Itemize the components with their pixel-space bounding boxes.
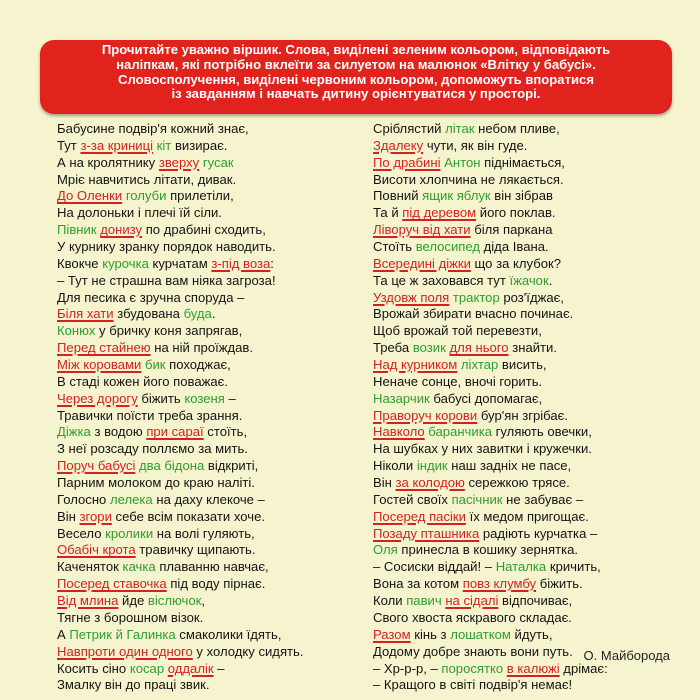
spatial-phrase: Разом: [373, 626, 411, 642]
spatial-phrase: при сараї: [146, 424, 204, 440]
sticker-word: Назарчик: [373, 390, 430, 406]
poem-line: [373, 239, 608, 256]
poem-text: Щоб врожай той перевезти,: [373, 323, 542, 339]
poem-text: –: [224, 390, 236, 406]
poem-line: [57, 138, 304, 155]
spatial-phrase: По драбині: [373, 154, 441, 170]
sticker-word: баранчика: [428, 424, 492, 440]
spatial-phrase: До Оленки: [57, 188, 123, 204]
poem-line: [57, 374, 304, 391]
spatial-phrase: згори: [79, 508, 112, 524]
poem-text: біля паркана: [470, 222, 553, 238]
spatial-phrase: на сідалі: [445, 593, 499, 609]
sticker-word: Діжка: [57, 424, 91, 440]
sticker-word: поросятко: [441, 660, 504, 676]
spatial-phrase: в калюжі: [506, 660, 560, 676]
poem-text: Він: [373, 475, 396, 491]
spatial-phrase: Навколо: [373, 424, 425, 440]
poem-line: [373, 644, 608, 661]
poem-line: [373, 391, 608, 408]
poem-line: [57, 661, 304, 678]
poem-line: [373, 526, 608, 543]
poem-line: [57, 323, 304, 340]
poem-text: курчатам: [148, 255, 212, 271]
spatial-phrase: з-за криниці: [80, 137, 154, 153]
poem-text: – Сосиски віддай! –: [373, 559, 496, 575]
poem-column-left: [57, 121, 304, 694]
sticker-word: Петрик й Галинка: [69, 626, 176, 642]
poem-text: у бричку коня запрягав,: [95, 323, 243, 339]
poem-text: він зібрав: [490, 188, 553, 204]
poem-line: [373, 155, 608, 172]
poem-line: [57, 273, 304, 290]
spatial-phrase: Поруч бабусі: [57, 458, 136, 474]
sticker-word: літак: [445, 121, 475, 136]
poem-text: кричить,: [546, 559, 601, 575]
poem-line: [57, 593, 304, 610]
spatial-phrase: Від млина: [57, 593, 119, 609]
poem-text: кінь з: [410, 626, 451, 642]
poem-text: відкриті,: [204, 458, 259, 474]
poem-text: З неї розсаду поллємо за мить.: [57, 441, 248, 457]
spatial-phrase: Біля хати: [57, 306, 114, 322]
sticker-word: трактор: [452, 289, 500, 305]
poem-text: Коли: [373, 593, 407, 609]
poem-line: [373, 424, 608, 441]
poem-text: висить,: [498, 357, 547, 373]
poem-text: відпочиває,: [498, 593, 573, 609]
poem-text: з водою: [90, 424, 147, 440]
poem-text: Каченяток: [57, 559, 123, 575]
poem-line: [57, 155, 304, 172]
poem-text: бур'ян згрібає.: [477, 407, 568, 423]
poem-text: збудована: [113, 306, 184, 322]
poem-line: [373, 121, 608, 138]
poem-line: [57, 205, 304, 222]
poem-line: [57, 627, 304, 644]
poem-line: [57, 610, 304, 627]
poem-text: Свого хвоста яскравого складає.: [373, 609, 572, 625]
poem-text: А на кролятнику: [57, 154, 159, 170]
poem-text: ,: [201, 593, 205, 609]
spatial-phrase: Обабіч крота: [57, 542, 136, 558]
instruction-line: Словосполучення, виділені червоним кольором, допоможуть впоратися: [118, 71, 594, 87]
sticker-word: качка: [122, 559, 156, 575]
poem-line: [57, 644, 304, 661]
sticker-word: індик: [416, 458, 448, 474]
sticker-word: голуби: [125, 188, 167, 204]
poem-line: [373, 677, 608, 694]
spatial-phrase: Уздовж поля: [373, 289, 450, 305]
poem-line: [373, 205, 608, 222]
sticker-word: павич: [406, 593, 442, 609]
poem-text: Гостей своїх: [373, 491, 452, 507]
instruction-line: із завданням і навчать дитину орієнтуватися у просторі.: [171, 86, 541, 102]
spatial-phrase: під деревом: [402, 205, 477, 221]
spatial-phrase: для нього: [449, 340, 509, 356]
poem-line: [373, 542, 608, 559]
sticker-word: віслючок: [147, 593, 202, 609]
poem-line: [373, 475, 608, 492]
spatial-phrase: Позаду пташника: [373, 525, 480, 541]
poem-text: Тут: [57, 137, 81, 153]
poem-line: [57, 408, 304, 425]
poem-text: плаванню навчає,: [155, 559, 269, 575]
poem-line: [373, 492, 608, 509]
poem-text: Вона за котом: [373, 576, 463, 592]
poem-line: [57, 290, 304, 307]
poem-line: [57, 188, 304, 205]
sticker-word: возик: [412, 340, 446, 356]
poem-line: [57, 458, 304, 475]
poem-line: [373, 172, 608, 189]
poem-text: біжить: [137, 390, 185, 406]
sticker-word: курочка: [102, 255, 149, 271]
poem-text: Треба: [373, 340, 413, 356]
poem-line: [57, 239, 304, 256]
poem-line: [57, 542, 304, 559]
poem-line: [373, 627, 608, 644]
poem-line: [57, 256, 304, 273]
poem-line: [373, 441, 608, 458]
spatial-phrase: Між коровами: [57, 357, 142, 373]
poem-text: принесла в кошику зернятка.: [397, 542, 579, 558]
poem-text: смаколики їдять,: [175, 626, 282, 642]
sticker-word: Антон: [444, 154, 481, 170]
poem-line: [57, 475, 304, 492]
poem-text: На шубках у них завитки і кружечки.: [373, 441, 592, 457]
poem-line: [57, 492, 304, 509]
poem-line: [373, 593, 608, 610]
poem-line: [373, 273, 608, 290]
poem-text: Він: [57, 508, 80, 524]
poem-text: йдуть,: [510, 626, 553, 642]
sticker-word: велосипед: [415, 239, 480, 255]
poem-line: [57, 559, 304, 576]
spatial-phrase: Над курником: [373, 357, 458, 373]
poem-line: [373, 559, 608, 576]
poem-text: Змалку він до праці звик.: [57, 677, 210, 693]
sticker-word: Півник: [57, 222, 97, 238]
spatial-phrase: зверху: [158, 154, 200, 170]
instruction-line: наліпкам, які потрібно вклеїти за силуетом на малюнок «Влітку у бабусі».: [116, 56, 596, 72]
instruction-line: Прочитайте уважно віршик. Слова, виділені зеленим кольором, відповідають: [101, 42, 611, 57]
spatial-phrase: Всередині діжки: [373, 255, 471, 271]
author-signature: О. Майборода: [583, 648, 670, 663]
poem-text: себе всім показати хоче.: [111, 508, 265, 524]
spatial-phrase: оддалік: [167, 660, 214, 676]
poem-text: Бабусине подвір'я кожний знає,: [57, 121, 249, 136]
poem-line: [57, 391, 304, 408]
poem-text: йде: [118, 593, 148, 609]
poem-text: на ній проїждав.: [150, 340, 254, 356]
poem-text: – Кращого в світі подвір'я немає!: [373, 677, 573, 693]
spatial-phrase: Через дорогу: [57, 390, 138, 406]
spatial-phrase: Праворуч корови: [373, 407, 478, 423]
poem-text: прилетіли,: [166, 188, 234, 204]
poem-text: діда Івана.: [480, 239, 549, 255]
poem-line: [373, 610, 608, 627]
poem-line: [373, 509, 608, 526]
poem-line: [373, 188, 608, 205]
poem-text: гуляють овечки,: [492, 424, 592, 440]
sticker-word: козеня: [184, 390, 225, 406]
poem-text: не забуває –: [502, 491, 584, 507]
poem-text: :: [270, 255, 274, 271]
poem-text: Стоїть: [373, 239, 416, 255]
spatial-phrase: донизу: [100, 222, 143, 238]
poem-line: [57, 357, 304, 374]
poem-line: [57, 340, 304, 357]
poem-text: Для песика є зручна споруда –: [57, 289, 245, 305]
poem-text: що за клубок?: [470, 255, 562, 271]
poem-text: сережкою трясе.: [464, 475, 570, 491]
poem-text: радіють курчатка –: [479, 525, 598, 541]
instruction-banner: [40, 40, 672, 114]
poem-text: Додому добре знають вони путь.: [373, 643, 573, 659]
poem-text: у холодку сидять.: [192, 643, 304, 659]
poem-text: його поклав.: [476, 205, 556, 221]
poem-line: [57, 424, 304, 441]
sticker-word: косар: [129, 660, 165, 676]
poem-text: дрімає:: [559, 660, 608, 676]
poem-line: [373, 374, 608, 391]
poem-text: біжить.: [536, 576, 583, 592]
sticker-word: лелека: [109, 491, 153, 507]
poem-line: [57, 526, 304, 543]
poem-line: [373, 357, 608, 374]
poem-column-right: [373, 121, 608, 694]
poem-line: [57, 509, 304, 526]
poem-text: Висоти хлопчина не лякається.: [373, 171, 564, 187]
sticker-word: буда: [183, 306, 212, 322]
poem-text: – Тут не страшна вам ніяка загроза!: [57, 272, 276, 288]
spatial-phrase: Перед стайнею: [57, 340, 151, 356]
spatial-phrase: Посеред пасіки: [373, 508, 466, 524]
poem-text: Сріблястий: [373, 121, 446, 136]
sticker-word: два бідона: [139, 458, 205, 474]
sticker-word: їжачок: [509, 272, 549, 288]
poem-line: [373, 408, 608, 425]
poem-text: В стаді кожен його поважає.: [57, 373, 228, 389]
poem-text: –: [213, 660, 225, 676]
sticker-word: гусак: [202, 154, 234, 170]
spatial-phrase: повз клумбу: [462, 576, 537, 592]
poem-text: визирає.: [171, 137, 228, 153]
poem-line: [373, 138, 608, 155]
poem-line: [373, 661, 608, 678]
poem-text: У курнику зранку порядок наводить.: [57, 239, 276, 255]
poem-line: [373, 576, 608, 593]
poem-line: [373, 323, 608, 340]
poem-line: [57, 306, 304, 323]
poem-text: .: [211, 306, 216, 322]
poem-text: на даху клекоче –: [152, 491, 265, 507]
sticker-word: бик: [144, 357, 166, 373]
poem-text: Та це ж заховався тут: [373, 272, 510, 288]
poem-line: [57, 172, 304, 189]
poem-text: травичку щипають.: [135, 542, 256, 558]
poem-text: походжає,: [165, 357, 231, 373]
poem-line: [373, 340, 608, 357]
spatial-phrase: Навпроти один одного: [57, 643, 193, 659]
spatial-phrase: Посеред ставочка: [57, 576, 167, 592]
poem-text: Ніколи: [373, 458, 417, 474]
poem-text: Неначе сонце, вночі горить.: [373, 373, 543, 389]
poem-text: Тягне з борошном візок.: [57, 609, 204, 625]
sticker-word: кіт: [156, 137, 172, 153]
sticker-word: ящик яблук: [422, 188, 491, 204]
poem-text: – Хр-р-р, –: [373, 660, 442, 676]
spatial-phrase: Здалеку: [373, 137, 424, 153]
poem-text: піднімається,: [480, 154, 565, 170]
sticker-word: пасічник: [451, 491, 503, 507]
poem-text: під воду пірнає.: [166, 576, 266, 592]
sticker-word: кролики: [105, 525, 154, 541]
poem-line: [373, 458, 608, 475]
sticker-word: Конюх: [57, 323, 96, 339]
poem-text: Мріє навчитись літати, дивак.: [57, 171, 237, 187]
poem-text: Та й: [373, 205, 403, 221]
spatial-phrase: за колодою: [395, 475, 465, 491]
poem-text: стоїть,: [203, 424, 248, 440]
poem-line: [373, 256, 608, 273]
spatial-phrase: Ліворуч від хати: [373, 222, 471, 238]
poem-text: бабусі допомагає,: [429, 390, 543, 406]
poem-text: Повний: [373, 188, 423, 204]
poem-text: знайти.: [508, 340, 557, 356]
poem-line: [57, 222, 304, 239]
poem-text: Голосно: [57, 491, 110, 507]
poem-text: .: [548, 272, 553, 288]
poem-text: Травички поїсти треба зрання.: [57, 407, 243, 423]
sticker-word: лошатком: [450, 626, 511, 642]
poem-line: [373, 306, 608, 323]
poem-line: [57, 576, 304, 593]
poem-line: [57, 677, 304, 694]
poem-text: їх медом пригощає.: [465, 508, 589, 524]
poem-text: роз'їджає,: [499, 289, 564, 305]
sticker-word: Оля: [373, 542, 398, 558]
sticker-word: Наталка: [495, 559, 547, 575]
poem-text: на волі гуляють,: [153, 525, 255, 541]
poem-text: наш задніх не пасе,: [447, 458, 572, 474]
poem-text: небом пливе,: [474, 121, 560, 136]
poem-text: Парним молоком до краю наліті.: [57, 475, 255, 491]
poem-line: [57, 121, 304, 138]
poem-line: [57, 441, 304, 458]
spatial-phrase: з-під воза: [211, 255, 271, 271]
poem-text: по драбині сходить,: [142, 222, 266, 238]
poem-text: Косить сіно: [57, 660, 130, 676]
poem-text: чути, як він гуде.: [423, 137, 528, 153]
poem-line: [373, 290, 608, 307]
poem-text: Врожай збирати вчасно починає.: [373, 306, 574, 322]
poem-text: Квокче: [57, 255, 103, 271]
poem-text: На долоньки і плечі їй сіли.: [57, 205, 222, 221]
poem-text: Весело: [57, 525, 106, 541]
sticker-word: ліхтар: [460, 357, 499, 373]
poem-line: [373, 222, 608, 239]
poem-text: А: [57, 626, 70, 642]
